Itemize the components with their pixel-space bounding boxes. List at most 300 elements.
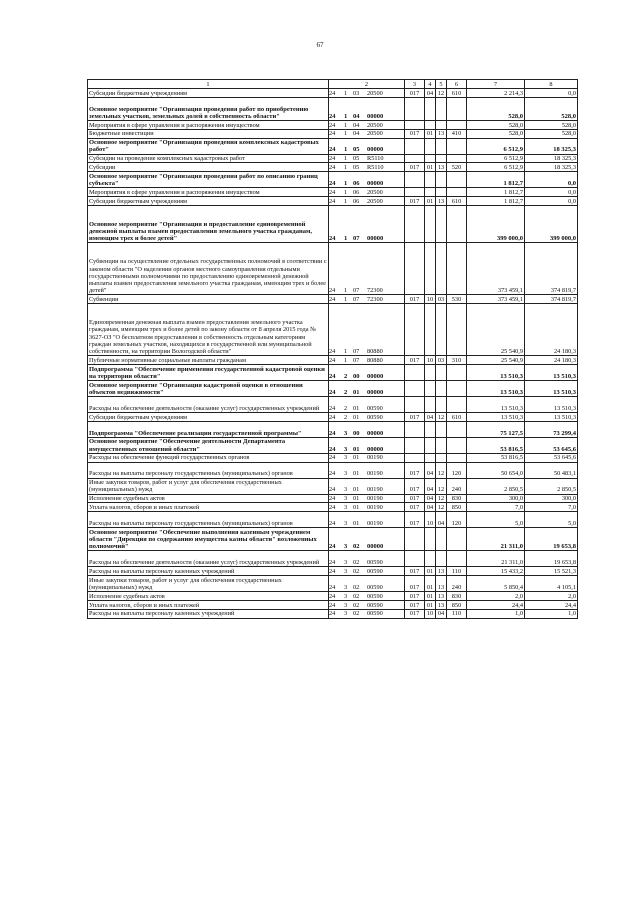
row-amount-year-1: 1 812,7: [467, 188, 525, 197]
row-code: [329, 567, 405, 576]
row-section-code: 04: [425, 494, 436, 503]
row-ministry-code: [405, 453, 425, 462]
row-ministry-code: 017: [405, 600, 425, 609]
row-expense-type-code: 850: [447, 600, 467, 609]
code-part: 01: [353, 519, 360, 527]
code-part: 1: [344, 155, 348, 163]
row-section-code: 10: [425, 295, 436, 304]
code-part: 05: [353, 163, 360, 171]
row-subsection-code: 13: [436, 592, 447, 601]
row-amount-year-2: 13 510,3: [525, 364, 578, 380]
row-name: Основное мероприятие "Обеспечение деятельности Департамента имущественных отношений области": [88, 437, 329, 453]
row-expense-type-code: [447, 437, 467, 453]
code-part: 00000: [367, 372, 384, 380]
row-expense-type-code: 610: [447, 196, 467, 205]
code-part: 3: [344, 454, 348, 462]
row-ministry-code: 017: [405, 592, 425, 601]
row-amount-year-2: 4 105,1: [525, 576, 578, 592]
row-name: Уплата налогов, сборов и иных платежей: [88, 600, 329, 609]
code-part: 1: [344, 188, 348, 196]
code-part: 06: [353, 188, 360, 196]
row-name: Субсидии бюджетным учреждениям: [88, 412, 329, 421]
code-part: 00590: [367, 592, 383, 600]
code-part: 07: [353, 287, 360, 295]
row-subsection-code: [436, 154, 447, 163]
row-ministry-code: [405, 154, 425, 163]
code-part: 1: [344, 130, 348, 138]
code-part: 24: [329, 454, 336, 462]
code-part: 02: [353, 610, 360, 618]
row-expense-type-code: 530: [447, 295, 467, 304]
code-part: 07: [353, 356, 360, 364]
row-code: [329, 551, 405, 567]
code-part: 3: [344, 583, 348, 591]
row-code: [329, 304, 405, 356]
code-part: 00000: [367, 179, 384, 187]
row-name: Иные закупки товаров, работ и услуг для обеспечения государственных (муниципальных) нужд: [88, 478, 329, 494]
code-part: 20500: [367, 130, 383, 138]
row-ministry-code: 017: [405, 89, 425, 98]
code-part: 06: [353, 197, 360, 205]
row-amount-year-1: 1,0: [467, 609, 525, 618]
row-subsection-code: 12: [436, 412, 447, 421]
row-section-code: 10: [425, 356, 436, 365]
code-part: 2: [344, 413, 348, 421]
row-expense-type-code: 240: [447, 478, 467, 494]
code-part: 05: [353, 146, 360, 154]
row-ministry-code: [405, 421, 425, 437]
code-part: 02: [353, 559, 360, 567]
header-cell: 5: [436, 80, 447, 89]
row-subsection-code: 13: [436, 567, 447, 576]
row-ministry-code: 017: [405, 503, 425, 512]
row-amount-year-1: 2 214,3: [467, 89, 525, 98]
row-expense-type-code: [447, 396, 467, 412]
row-name: Основное мероприятие "Обеспечение выполнения казенным учреждением области "Дирекция по содержанию имущества казны области" возложенных полномочий": [88, 528, 329, 551]
row-subsection-code: 12: [436, 494, 447, 503]
row-name: Субсидии бюджетным учреждениям: [88, 196, 329, 205]
row-section-code: 01: [425, 196, 436, 205]
code-part: 24: [329, 601, 336, 609]
row-ministry-code: [405, 551, 425, 567]
code-part: 3: [344, 567, 348, 575]
row-amount-year-1: 50 654,0: [467, 462, 525, 478]
row-amount-year-1: 2,0: [467, 592, 525, 601]
row-amount-year-1: 13 510,3: [467, 364, 525, 380]
row-expense-type-code: 850: [447, 503, 467, 512]
row-amount-year-2: 18 325,3: [525, 154, 578, 163]
row-code: [329, 396, 405, 412]
table-row: [88, 196, 578, 205]
row-subsection-code: [436, 97, 447, 120]
code-part: 00000: [367, 445, 384, 453]
code-part: 00: [353, 429, 360, 437]
row-code: [329, 609, 405, 618]
row-subsection-code: 04: [436, 609, 447, 618]
table-row: [88, 551, 578, 567]
row-amount-year-1: 528,0: [467, 129, 525, 138]
row-expense-type-code: [447, 551, 467, 567]
code-part: 1: [344, 347, 348, 355]
row-expense-type-code: 110: [447, 609, 467, 618]
row-amount-year-1: 6 512,9: [467, 163, 525, 172]
row-code: [329, 600, 405, 609]
code-part: 24: [329, 130, 336, 138]
row-amount-year-2: 18 325,3: [525, 138, 578, 154]
row-name: Мероприятия в сфере управления и распоряжения имуществом: [88, 120, 329, 129]
code-part: 1: [344, 163, 348, 171]
row-name: Единовременная денежная выплата взамен предоставления земельного участка гражданам, имеющим трех и более детей по закону области от 8 апреля 2015 года № 3627-ОЗ "О бесплатном предоставлении в собственность отдельным категориям граждан земельных участков, находящихся в государственной или муниципальной собственности, на территории Вологодской области": [88, 304, 329, 356]
code-part: 02: [353, 601, 360, 609]
row-code: [329, 97, 405, 120]
row-code: [329, 364, 405, 380]
row-amount-year-2: 7,0: [525, 503, 578, 512]
code-part: 00000: [367, 112, 384, 120]
row-section-code: 01: [425, 567, 436, 576]
code-part: 01: [353, 470, 360, 478]
row-code: [329, 196, 405, 205]
code-part: 1: [344, 356, 348, 364]
row-ministry-code: 017: [405, 412, 425, 421]
code-part: 3: [344, 519, 348, 527]
code-part: 24: [329, 404, 336, 412]
row-expense-type-code: 120: [447, 462, 467, 478]
code-part: 1: [344, 197, 348, 205]
row-code: [329, 494, 405, 503]
code-part: 04: [353, 130, 360, 138]
row-code: [329, 453, 405, 462]
row-expense-type-code: 110: [447, 567, 467, 576]
table-row: [88, 453, 578, 462]
row-code: [329, 478, 405, 494]
code-part: 3: [344, 601, 348, 609]
row-name: Основное мероприятие "Организация проведения работ по описанию границ субъекта": [88, 172, 329, 188]
row-ministry-code: 017: [405, 163, 425, 172]
code-part: 3: [344, 543, 348, 551]
row-name: Расходы на выплаты персоналу государственных (муниципальных) органов: [88, 462, 329, 478]
code-part: 01: [353, 495, 360, 503]
code-part: 05: [353, 155, 360, 163]
page-number: 67: [316, 41, 324, 49]
budget-table: [87, 79, 578, 619]
row-ministry-code: 017: [405, 295, 425, 304]
table-row: [88, 89, 578, 98]
row-amount-year-1: 528,0: [467, 97, 525, 120]
code-part: 00590: [367, 601, 383, 609]
row-subsection-code: [436, 188, 447, 197]
code-part: 02: [353, 583, 360, 591]
table-row: [88, 592, 578, 601]
row-ministry-code: 017: [405, 567, 425, 576]
row-amount-year-2: 53 645,6: [525, 453, 578, 462]
row-code: [329, 243, 405, 295]
row-section-code: 01: [425, 129, 436, 138]
code-part: 00590: [367, 567, 383, 575]
code-part: 00000: [367, 543, 384, 551]
code-part: 1: [344, 235, 348, 243]
code-part: 3: [344, 610, 348, 618]
row-ministry-code: [405, 205, 425, 243]
row-amount-year-1: 15 433,2: [467, 567, 525, 576]
row-amount-year-2: 0,0: [525, 188, 578, 197]
row-section-code: [425, 453, 436, 462]
table-row: [88, 154, 578, 163]
code-part: 01: [353, 454, 360, 462]
row-expense-type-code: 240: [447, 576, 467, 592]
row-amount-year-1: 25 540,9: [467, 356, 525, 365]
row-subsection-code: 12: [436, 89, 447, 98]
row-ministry-code: [405, 243, 425, 295]
table-row: [88, 304, 578, 356]
code-part: 00590: [367, 559, 383, 567]
row-name: Расходы на обеспечение функций государственных органов: [88, 453, 329, 462]
row-subsection-code: [436, 453, 447, 462]
table-row: [88, 412, 578, 421]
code-part: 3: [344, 486, 348, 494]
table-row: [88, 503, 578, 512]
row-name: Основное мероприятие "Организация и предоставление единовременной денежной выплаты взамен предоставления земельного участка гражданам, имеющим трех и более детей": [88, 205, 329, 243]
code-part: 00590: [367, 610, 383, 618]
row-name: Субвенции: [88, 295, 329, 304]
row-ministry-code: 017: [405, 494, 425, 503]
row-code: [329, 576, 405, 592]
code-part: 01: [353, 404, 360, 412]
row-ministry-code: [405, 396, 425, 412]
code-part: 01: [353, 388, 360, 396]
code-part: 00590: [367, 404, 383, 412]
row-section-code: [425, 528, 436, 551]
code-part: 01: [353, 503, 360, 511]
code-part: 24: [329, 486, 336, 494]
row-section-code: [425, 172, 436, 188]
row-amount-year-1: 53 816,5: [467, 453, 525, 462]
row-subsection-code: 12: [436, 478, 447, 494]
code-part: 2: [344, 388, 348, 396]
row-amount-year-2: 24 180,3: [525, 356, 578, 365]
row-name: Подпрограмма "Обеспечение применения государственной кадастровой оценки на территории области": [88, 364, 329, 380]
code-part: 24: [329, 519, 336, 527]
code-part: 3: [344, 495, 348, 503]
row-ministry-code: 017: [405, 196, 425, 205]
code-part: 24: [329, 295, 336, 303]
row-ministry-code: [405, 188, 425, 197]
code-part: 00000: [367, 146, 384, 154]
row-name: Основное мероприятие "Организация проведения комплексных кадастровых работ": [88, 138, 329, 154]
row-amount-year-1: 373 459,1: [467, 295, 525, 304]
row-name: Основное мероприятие "Организация кадастровой оценки в отношении объектов недвижимости": [88, 380, 329, 396]
row-name: Субвенции на осуществление отдельных государственных полномочий в соответствии с законом области "О наделении органов местного самоуправления отдельными государственными полномочиями по предоставлению единовременной денежной выплаты взамен предоставления земельного участка гражданам, имеющим трех и более детей": [88, 243, 329, 295]
code-part: 24: [329, 567, 336, 575]
header-cell: 6: [447, 80, 467, 89]
code-part: 00: [353, 372, 360, 380]
row-name: Иные закупки товаров, работ и услуг для обеспечения государственных (муниципальных) нужд: [88, 576, 329, 592]
row-name: Расходы на обеспечение деятельности (оказание услуг) государственных учреждений: [88, 551, 329, 567]
row-expense-type-code: 830: [447, 494, 467, 503]
table-row: [88, 567, 578, 576]
row-code: [329, 89, 405, 98]
table-row: [88, 356, 578, 365]
row-amount-year-1: 2 850,5: [467, 478, 525, 494]
code-part: 1: [344, 295, 348, 303]
code-part: 24: [329, 112, 336, 120]
row-name: Субсидии: [88, 163, 329, 172]
row-amount-year-2: 1,0: [525, 609, 578, 618]
row-ministry-code: 017: [405, 356, 425, 365]
table-row: [88, 120, 578, 129]
row-amount-year-2: 19 653,8: [525, 528, 578, 551]
row-code: [329, 172, 405, 188]
row-section-code: 04: [425, 89, 436, 98]
code-part: 24: [329, 592, 336, 600]
table-row: [88, 494, 578, 503]
header-cell: 1: [88, 80, 329, 89]
row-subsection-code: [436, 243, 447, 295]
row-section-code: [425, 205, 436, 243]
row-section-code: 04: [425, 503, 436, 512]
row-amount-year-1: 6 512,9: [467, 138, 525, 154]
code-part: 3: [344, 592, 348, 600]
table-row: [88, 437, 578, 453]
code-part: 07: [353, 235, 360, 243]
row-amount-year-1: 399 000,0: [467, 205, 525, 243]
table-row: [88, 421, 578, 437]
code-part: 24: [329, 287, 336, 295]
row-ministry-code: 017: [405, 576, 425, 592]
row-amount-year-2: 399 000,0: [525, 205, 578, 243]
row-code: [329, 188, 405, 197]
row-name: Уплата налогов, сборов и иных платежей: [88, 503, 329, 512]
row-ministry-code: 017: [405, 462, 425, 478]
row-code: [329, 129, 405, 138]
row-section-code: 10: [425, 512, 436, 528]
row-expense-type-code: [447, 188, 467, 197]
code-part: 2: [344, 404, 348, 412]
row-expense-type-code: 120: [447, 512, 467, 528]
row-amount-year-2: 374 819,7: [525, 295, 578, 304]
code-part: 24: [329, 356, 336, 364]
code-part: 20500: [367, 121, 383, 129]
code-part: 07: [353, 347, 360, 355]
header-cell: 7: [467, 80, 525, 89]
row-section-code: 04: [425, 462, 436, 478]
row-code: [329, 592, 405, 601]
table-row: [88, 478, 578, 494]
row-code: [329, 512, 405, 528]
row-amount-year-2: 73 299,4: [525, 421, 578, 437]
row-expense-type-code: 310: [447, 356, 467, 365]
row-amount-year-2: 18 325,3: [525, 163, 578, 172]
row-code: [329, 163, 405, 172]
code-part: 00190: [367, 486, 383, 494]
row-section-code: [425, 243, 436, 295]
row-subsection-code: [436, 551, 447, 567]
row-section-code: [425, 380, 436, 396]
code-part: 02: [353, 592, 360, 600]
row-subsection-code: [436, 364, 447, 380]
row-subsection-code: 13: [436, 129, 447, 138]
row-expense-type-code: [447, 453, 467, 462]
row-code: [329, 528, 405, 551]
code-part: 1: [344, 89, 348, 97]
code-part: 20500: [367, 188, 383, 196]
table-row: [88, 396, 578, 412]
row-ministry-code: 017: [405, 129, 425, 138]
row-subsection-code: [436, 421, 447, 437]
table-row: [88, 243, 578, 295]
code-part: 01: [353, 486, 360, 494]
row-amount-year-2: 24,4: [525, 600, 578, 609]
row-amount-year-1: 1 812,7: [467, 196, 525, 205]
row-subsection-code: [436, 172, 447, 188]
code-part: 24: [329, 179, 336, 187]
row-section-code: [425, 437, 436, 453]
code-part: 24: [329, 372, 336, 380]
row-name: Исполнение судебных актов: [88, 592, 329, 601]
row-amount-year-2: 528,0: [525, 97, 578, 120]
code-part: 1: [344, 179, 348, 187]
row-name: Расходы на выплаты персоналу государственных (муниципальных) органов: [88, 512, 329, 528]
code-part: 00190: [367, 495, 383, 503]
code-part: 1: [344, 121, 348, 129]
row-amount-year-2: 528,0: [525, 120, 578, 129]
code-part: 24: [329, 121, 336, 129]
row-name: Публичные нормативные социальные выплаты гражданам: [88, 356, 329, 365]
code-part: 00590: [367, 583, 383, 591]
header-cell: 2: [329, 80, 405, 89]
code-part: 24: [329, 197, 336, 205]
row-section-code: [425, 188, 436, 197]
row-expense-type-code: 610: [447, 412, 467, 421]
row-expense-type-code: [447, 97, 467, 120]
row-code: [329, 503, 405, 512]
row-subsection-code: 13: [436, 576, 447, 592]
row-ministry-code: [405, 172, 425, 188]
row-expense-type-code: [447, 205, 467, 243]
row-amount-year-1: 21 311,0: [467, 528, 525, 551]
row-name: Расходы на обеспечение деятельности (оказание услуг) государственных учреждений: [88, 396, 329, 412]
row-name: Бюджетные инвестиции: [88, 129, 329, 138]
row-expense-type-code: [447, 364, 467, 380]
row-ministry-code: [405, 97, 425, 120]
row-subsection-code: [436, 120, 447, 129]
row-amount-year-1: 13 510,3: [467, 380, 525, 396]
row-name: Субсидии бюджетным учреждениям: [88, 89, 329, 98]
row-amount-year-2: 2,0: [525, 592, 578, 601]
code-part: 3: [344, 445, 348, 453]
code-part: 06: [353, 179, 360, 187]
row-amount-year-2: 0,0: [525, 196, 578, 205]
row-amount-year-1: 300,0: [467, 494, 525, 503]
code-part: 72300: [367, 295, 383, 303]
row-expense-type-code: [447, 380, 467, 396]
row-subsection-code: 03: [436, 295, 447, 304]
code-part: R5110: [367, 155, 384, 163]
row-section-code: 01: [425, 592, 436, 601]
row-subsection-code: 03: [436, 356, 447, 365]
table-row: [88, 462, 578, 478]
row-section-code: [425, 396, 436, 412]
row-subsection-code: 12: [436, 462, 447, 478]
row-section-code: 04: [425, 412, 436, 421]
row-ministry-code: 017: [405, 512, 425, 528]
row-ministry-code: [405, 528, 425, 551]
row-amount-year-1: 7,0: [467, 503, 525, 512]
row-amount-year-1: 21 311,0: [467, 551, 525, 567]
table-row: [88, 138, 578, 154]
row-subsection-code: 04: [436, 512, 447, 528]
table-row: [88, 188, 578, 197]
row-amount-year-2: 15 521,3: [525, 567, 578, 576]
